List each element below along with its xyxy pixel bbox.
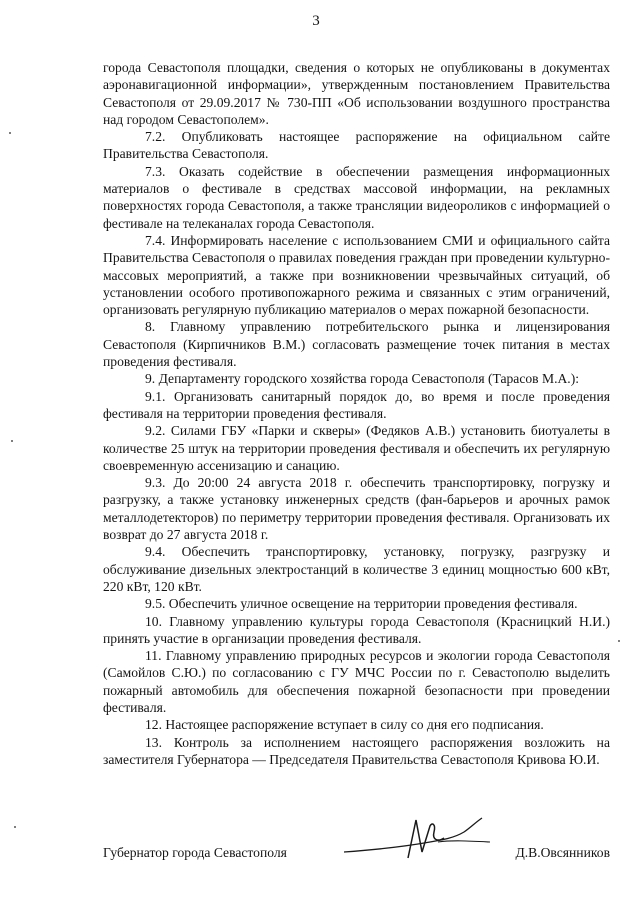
scan-speck: [618, 640, 620, 642]
paragraph-continuation: города Севастополя площадки, сведения о которых не опубликованы в документах аэронавигационной информации», утвержденным постановлением Правительства Севастополя от 29.09.2017 № 730-ПП «Об использовании воздушного пространства над городом Севастополем».: [103, 60, 610, 127]
paragraph-9: 9. Департаменту городского хозяйства города Севастополя (Тарасов М.А.):: [145, 371, 579, 387]
paragraph-7-2: 7.2. Опубликовать настоящее распоряжение на официальном сайте Правительства Севастополя.: [103, 129, 610, 162]
page-number: 3: [312, 13, 320, 29]
handwritten-signature: [342, 812, 492, 862]
paragraph-9-1: 9.1. Организовать санитарный порядок до, во время и после проведения фестиваля на территории проведения фестиваля.: [103, 388, 610, 421]
scan-speck: [9, 132, 11, 134]
paragraph-12: 12. Настоящее распоряжение вступает в силу со дня его подписания.: [145, 717, 544, 733]
scan-speck: [14, 826, 16, 828]
paragraph-13: 13. Контроль за исполнением настоящего распоряжения возложить на заместителя Губернатора — Председателя Правительства Севастополя Кривова Ю.И.: [103, 734, 610, 767]
scan-speck: [11, 440, 13, 442]
document-body: [103, 59, 610, 768]
paragraph-9-5: 9.5. Обеспечить уличное освещение на территории проведения фестиваля.: [145, 596, 578, 612]
paragraph-9-4: 9.4. Обеспечить транспортировку, установку, погрузку, разгрузку и обслуживание дизельных электростанций в количестве 3 единиц мощностью 600 кВт, 220 кВт, 120 кВт.: [103, 544, 610, 594]
paragraph-9-2: 9.2. Силами ГБУ «Парки и скверы» (Федяков А.В.) установить биотуалеты в количестве 25 штук на территории проведения фестиваля и обеспечить их регулярную своевременную ассенизацию и санацию.: [103, 423, 610, 473]
paragraph-10: 10. Главному управлению культуры города Севастополя (Красницкий Н.И.) принять участие в организации проведения фестиваля.: [103, 613, 610, 646]
paragraph-7-3: 7.3. Оказать содействие в обеспечении размещения информационных материалов о фестивале в средствах массовой информации, на рекламных поверхностях города Севастополя, а также трансляции видеороликов с информацией о фестивале на телеканалах города Севастополя.: [103, 163, 610, 231]
signatory-name: Д.В.Овсянников: [515, 845, 610, 860]
paragraph-8: 8. Главному управлению потребительского рынка и лицензирования Севастополя (Кирпичников В.М.) согласовать размещение точек питания в местах проведения фестиваля.: [103, 319, 610, 370]
signatory-position: Губернатор города Севастополя: [103, 845, 287, 860]
paragraph-7-4: 7.4. Информировать население с использованием СМИ и официального сайта Правительства Севастополя о правилах поведения граждан при проведении культурно-массовых мероприятий, а также при возникновении чрезвычайных ситуаций, об установлении особого противопожарного режима и связанных с этим ограничений, организовать регулярную публикацию материалов о мерах пожарной безопасности.: [103, 232, 610, 318]
paragraph-9-3: 9.3. До 20:00 24 августа 2018 г. обеспечить транспортировку, погрузку и разгрузку, а также установку инженерных средств (фан-барьеров и арочных рамок металлодетекторов) по периметру территории проведения фестиваля. Организовать их возврат до 27 августа 2018 г.: [103, 475, 610, 543]
paragraph-11: 11. Главному управлению природных ресурсов и экологии города Севастополя (Самойлов С.Ю.) по согласованию с ГУ МЧС России по г. Севастополю выделить пожарный автомобиль для обеспечения пожарной безопасности при проведении фестиваля.: [103, 648, 610, 715]
